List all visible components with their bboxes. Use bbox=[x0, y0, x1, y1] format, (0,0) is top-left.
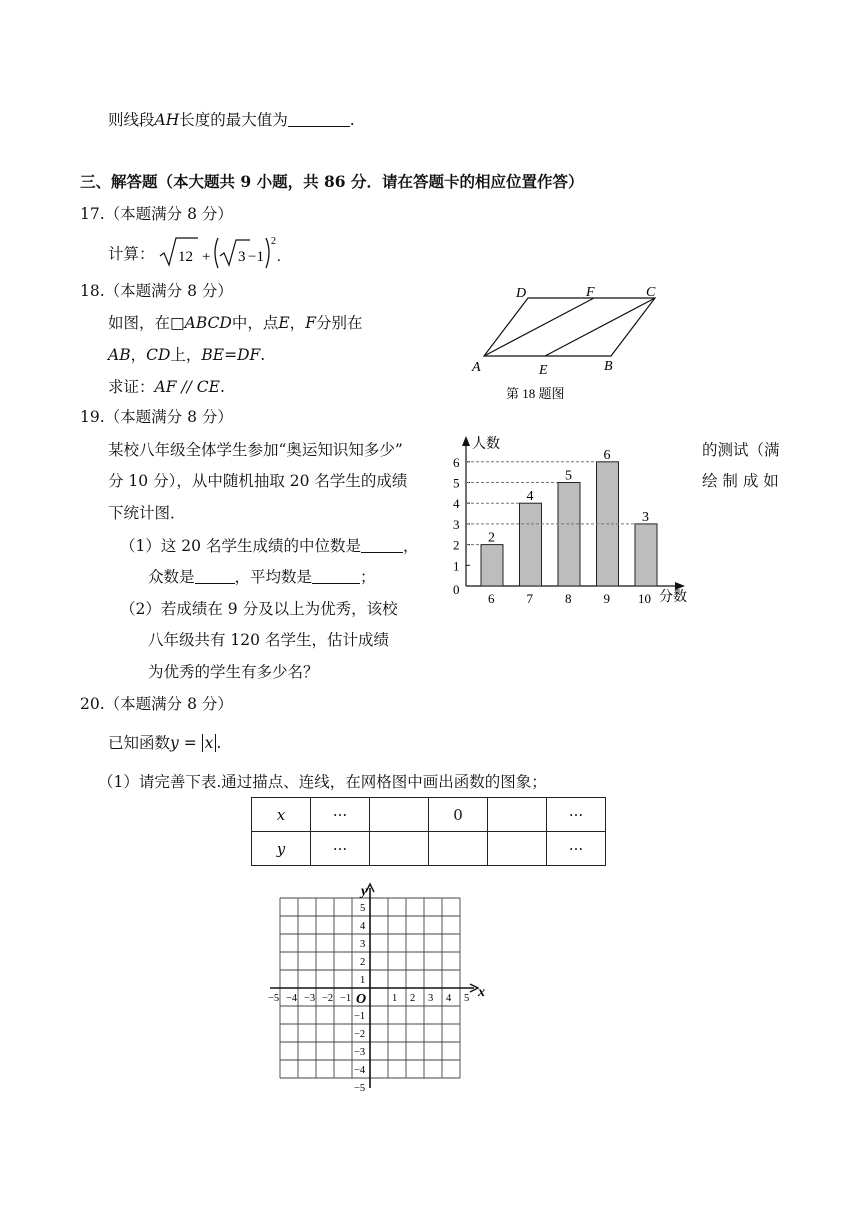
q17-formula bbox=[158, 232, 288, 272]
table-row-x bbox=[252, 798, 606, 832]
x-tick-label: −2 bbox=[322, 993, 334, 1004]
x-tick-label: 3 bbox=[428, 993, 434, 1004]
x-tick-label: 7 bbox=[526, 591, 533, 606]
bar-value-label: 6 bbox=[603, 447, 611, 463]
y-tick-label: 2 bbox=[453, 537, 460, 553]
y-tick-label: 5 bbox=[360, 903, 366, 914]
q18-l2-cd: CD bbox=[146, 346, 171, 364]
q18-score: （本题满分 8 分） bbox=[104, 282, 233, 300]
bar-value-label: 3 bbox=[642, 509, 649, 525]
q17-number: 17. bbox=[80, 205, 105, 223]
x-tick-label: 1 bbox=[392, 993, 398, 1004]
table-row-y bbox=[252, 832, 606, 866]
table-cell: 0 bbox=[429, 798, 488, 832]
q17-exponent: 2 bbox=[271, 236, 276, 247]
q19-sub1-c: 众数是 bbox=[148, 568, 195, 586]
y-axis-label: y bbox=[361, 884, 368, 899]
y-tick-label: 1 bbox=[453, 558, 460, 574]
q18-caption: 第 18 题图 bbox=[506, 386, 565, 401]
x-tick-label: 8 bbox=[565, 591, 572, 606]
q17-radicand-12: 12 bbox=[178, 249, 193, 265]
bar bbox=[520, 503, 542, 586]
x-tick-label: 2 bbox=[410, 993, 416, 1004]
x-tick-label: 6 bbox=[488, 591, 495, 606]
bar-value-label: 4 bbox=[526, 489, 534, 505]
q17-end: . bbox=[277, 249, 281, 265]
y-tick-label: 4 bbox=[360, 921, 366, 932]
y-tick-label: 1 bbox=[360, 975, 366, 986]
y-tick-label: 4 bbox=[453, 496, 460, 512]
q18-label-a: A bbox=[472, 360, 481, 375]
q20-header bbox=[80, 694, 233, 714]
q18-line2 bbox=[108, 345, 265, 365]
q18-figure bbox=[466, 282, 666, 402]
q18-l1-pre: 如图，在 bbox=[108, 314, 171, 332]
q18-header bbox=[80, 281, 233, 301]
q18-l1-e: E bbox=[278, 314, 290, 332]
bar bbox=[635, 524, 657, 586]
q18-l1-mid: 中，点 bbox=[231, 314, 279, 332]
q18-label-b: B bbox=[604, 359, 613, 374]
q19-sub2-line3: 为优秀的学生有多少名？ bbox=[148, 663, 319, 681]
q20-func-abs-x: x bbox=[202, 734, 217, 752]
origin-label: O bbox=[356, 992, 367, 1007]
x-tick-label: 9 bbox=[603, 591, 610, 606]
table-cell-input[interactable] bbox=[370, 798, 429, 832]
q17-minus-one: −1 bbox=[248, 249, 264, 265]
q18-line3 bbox=[108, 377, 225, 397]
table-cell: ··· bbox=[547, 832, 606, 866]
y-tick-label: 2 bbox=[360, 957, 366, 968]
table-cell-input[interactable] bbox=[488, 832, 547, 866]
q16-answer-blank[interactable] bbox=[288, 112, 350, 127]
table-cell: ··· bbox=[311, 832, 370, 866]
x-axis-label: x bbox=[478, 985, 485, 1000]
q18-label-c: C bbox=[646, 285, 656, 300]
y-tick-label: −3 bbox=[354, 1047, 366, 1058]
q19-number: 19. bbox=[80, 408, 105, 426]
q18-l2-end: . bbox=[260, 346, 266, 364]
q19-score: （本题满分 8 分） bbox=[104, 408, 233, 426]
bar-value-label: 5 bbox=[565, 468, 572, 484]
y-axis-arrow bbox=[462, 436, 470, 446]
x-axis-label: 分数 bbox=[659, 590, 687, 605]
q18-l3-end: . bbox=[219, 378, 225, 396]
y-axis-label: 人数 bbox=[472, 437, 500, 452]
q19-mean-blank[interactable] bbox=[312, 569, 360, 584]
q20-sub1: （1）请完善下表.通过描点、连线，在网格图中画出函数的图象； bbox=[98, 773, 547, 791]
q19-mode-blank[interactable] bbox=[195, 569, 235, 584]
x-tick-label: 4 bbox=[446, 993, 452, 1004]
q19-sub1-d: ，平均数是 bbox=[234, 568, 313, 586]
table-cell-input[interactable] bbox=[429, 832, 488, 866]
table-cell-input[interactable] bbox=[370, 832, 429, 866]
y-tick-label: −5 bbox=[354, 1083, 366, 1094]
q20-value-table bbox=[251, 797, 606, 866]
y-tick-label: 6 bbox=[453, 454, 460, 470]
q19-sub1-line1 bbox=[120, 536, 418, 556]
q19-para-line2-left: 分 10 分），从中随机抽取 20 名学生的成绩 bbox=[108, 472, 408, 490]
table-cell-input[interactable] bbox=[488, 798, 547, 832]
q19-header bbox=[80, 407, 233, 427]
q16-tail-line bbox=[108, 110, 355, 130]
q16-var-ah: AH bbox=[154, 111, 180, 129]
q19-sub1-e: ； bbox=[360, 568, 376, 586]
q20-func-eq: = bbox=[178, 734, 202, 752]
bar-value-label: 2 bbox=[488, 530, 495, 546]
q18-label-d: D bbox=[516, 286, 527, 301]
q18-l1-f: F bbox=[305, 314, 316, 332]
q18-l2-sep: ， bbox=[130, 346, 147, 364]
q20-score: （本题满分 8 分） bbox=[104, 695, 233, 713]
x-tick-label: −1 bbox=[340, 993, 352, 1004]
x-tick-label: 5 bbox=[464, 993, 470, 1004]
q19-sub1-a: （1）这 20 名学生成绩的中位数是 bbox=[120, 537, 361, 555]
q19-para-line2-right: 绘 制 成 如 bbox=[702, 472, 779, 490]
table-cell: ··· bbox=[311, 798, 370, 832]
x-axis-arrow bbox=[675, 582, 685, 590]
q16-tail-pre: 则线段 bbox=[108, 111, 155, 129]
q18-l3-expr: AF // CE bbox=[154, 378, 220, 396]
q19-sub1-b: ， bbox=[402, 537, 419, 555]
q18-line1 bbox=[108, 313, 362, 333]
q18-label-e: E bbox=[539, 363, 548, 378]
q19-para-line3: 下统计图． bbox=[108, 504, 186, 522]
table-cell-y-head: y bbox=[252, 832, 311, 866]
q17-expression bbox=[108, 244, 155, 264]
q18-label-f: F bbox=[586, 285, 595, 300]
q17-score: （本题满分 8 分） bbox=[104, 205, 233, 223]
q20-coordinate-grid[interactable] bbox=[252, 880, 492, 1100]
bar bbox=[558, 483, 580, 587]
q19-para-line1-left: 某校八年级全体学生参加“奥运知识知多少” bbox=[108, 441, 403, 459]
q19-sub2-line2: 八年级共有 120 名学生，估计成绩 bbox=[148, 631, 389, 649]
q19-sub2-line1: （2）若成绩在 9 分及以上为优秀，该校 bbox=[120, 600, 398, 618]
y-tick-label: 5 bbox=[453, 475, 460, 491]
q17-label: 计算： bbox=[108, 245, 155, 263]
y-tick-label: −2 bbox=[354, 1029, 366, 1040]
q17-header bbox=[80, 204, 233, 224]
x-tick-label: −3 bbox=[304, 993, 316, 1004]
q20-function-line bbox=[108, 733, 221, 753]
bar bbox=[481, 545, 503, 586]
y-tick-label: 3 bbox=[453, 516, 460, 532]
q19-median-blank[interactable] bbox=[361, 538, 403, 553]
q18-l1-post: 分别在 bbox=[315, 314, 363, 332]
q20-func-end: . bbox=[216, 734, 222, 752]
q18-l2-mid: 上， bbox=[170, 346, 202, 364]
x-tick-label: 10 bbox=[638, 591, 651, 606]
q18-number: 18. bbox=[80, 282, 105, 300]
table-cell: ··· bbox=[547, 798, 606, 832]
q18-l2-eq: BE=DF bbox=[201, 346, 261, 364]
q16-tail-end: . bbox=[349, 111, 355, 129]
q17-radicand-3: 3 bbox=[238, 249, 246, 265]
y-tick-label: −4 bbox=[354, 1065, 366, 1076]
section-heading: 三、解答题（本大题共 9 小题，共 86 分．请在答题卡的相应位置作答） bbox=[80, 172, 584, 191]
y-tick-label: 3 bbox=[360, 939, 366, 950]
x-tick-label: −4 bbox=[286, 993, 298, 1004]
q17-plus: + bbox=[202, 249, 211, 265]
q16-tail-post: 长度的最大值为 bbox=[179, 111, 288, 129]
q18-l3-pre: 求证： bbox=[108, 378, 155, 396]
q20-func-y: y bbox=[170, 734, 179, 752]
q19-bar-chart bbox=[448, 432, 698, 612]
q18-l1-sep: ， bbox=[289, 314, 306, 332]
q18-parallelogram: □ABCD bbox=[170, 314, 232, 332]
q20-number: 20. bbox=[80, 695, 105, 713]
table-cell-x-head: x bbox=[252, 798, 311, 832]
q20-func-pre: 已知函数 bbox=[108, 734, 171, 752]
q19-para-line1-right: 的测试（满 bbox=[702, 441, 780, 459]
q18-l2-ab: AB bbox=[108, 346, 131, 364]
y-tick-label: 0 bbox=[453, 582, 460, 597]
y-tick-label: −1 bbox=[354, 1011, 366, 1022]
q19-sub1-line2 bbox=[148, 567, 376, 587]
x-tick-label: −5 bbox=[268, 993, 280, 1004]
